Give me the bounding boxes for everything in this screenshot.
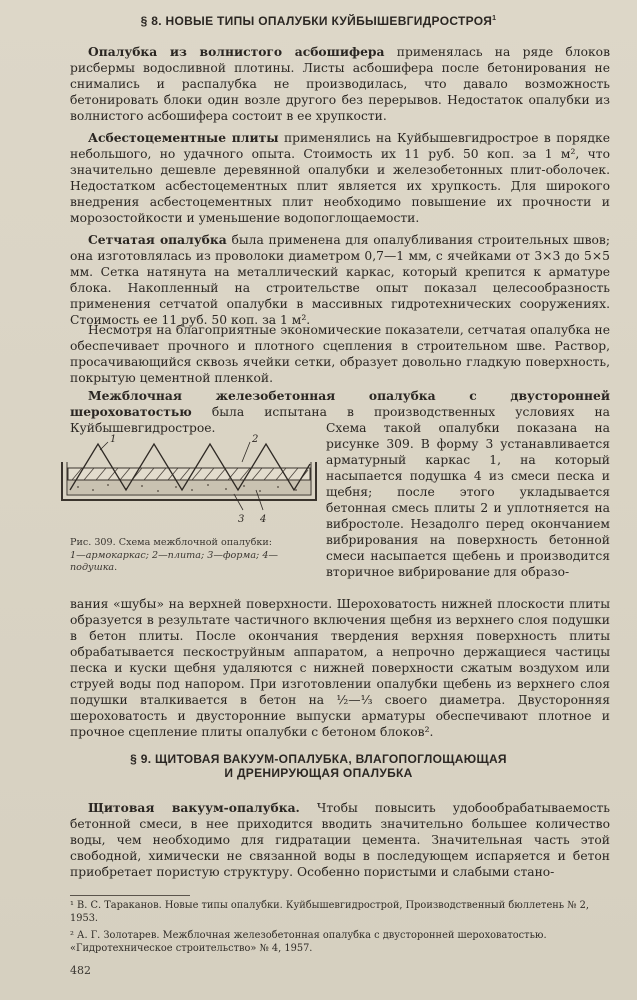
footnote-rule <box>70 895 190 896</box>
paragraph-mesh-formwork: Сетчатая опалубка была применена для опалубливания строительных швов; она изготовлялась из проволоки диаметром 0,7—1 мм, с ячейками от 3×3 до 5×5 мм. Сетка натянута на металлический каркас, который крепится к арматуре блока. Накопленный на строительстве опыт показал целесообразность применения сетчатой опалубки в массивных гидротехнических сооружениях. Стоимость ее 11 руб. 50 коп. за 1 м². <box>70 232 610 327</box>
paragraph-interblock-rest: вания «шубы» на верхней поверхности. Шероховатость нижней плоскости плиты образуется в результате частичного включения щебня из верхнего слоя подушки в бетон плиты. После окончания твердения верхняя поверхность плиты обрабатывается пескоструйным аппаратом, а непрочно держащиеся частицы песка и куски щебня удаляются с нижней поверхности сжатым воздухом или струей воды под напором. При изготовлении опалубки щебень из верхнего слоя подушки вталкивается в бетон на ½—⅓ своего диаметра. Двусторонняя шероховатость и двусторонние выпуски арматуры обеспечивают плотное и прочное сцепление плиты опалубки с бетоном блоков². <box>70 597 610 739</box>
paragraph-interblock-lead: Межблочная железобетонная опалубка с двусторонней шероховатостью была испытана в производственных условиях на Куйбышевгидрострое. <box>70 388 610 435</box>
sand-cushion <box>68 480 310 494</box>
figure-label-1: 1 <box>110 434 117 445</box>
footnote-2: ² А. Г. Золотарев. Межблочная железобетонная опалубка с двусторонней шероховатостью. «Гидротехническое строительство» № 4, 1957. <box>70 930 547 954</box>
paragraph-asbestos-cement: Асбестоцементные плиты применялись на Куйбышевгидрострое в порядке небольшого, но удачного опыта. Стоимость их 11 руб. 50 коп. за 1 м², что значительно дешевле деревянной опалубки и железобетонных плит-оболочек. Недостатком асбестоцементных плит является их хрупкость. Для широкого внедрения асбестоцементных плит необходимо повышение их прочности и морозостойкости и уменьшение водопоглощаемости. <box>70 130 611 225</box>
section-9-heading: § 9. ЩИТОВАЯ ВАКУУМ-ОПАЛУБКА, ВЛАГОПОГЛОЩАЮЩАЯ И ДРЕНИРУЮЩАЯ ОПАЛУБКА <box>130 752 507 780</box>
section-8-heading: § 8. НОВЫЕ ТИПЫ ОПАЛУБКИ КУЙБЫШЕВГИДРОСТРОЯ$^1$ <box>140 14 497 28</box>
paragraph-mesh-drawbacks: Несмотря на благоприятные экономические показатели, сетчатая опалубка не обеспечивает прочного и плотного сцепления в строительном шве. Раствор, просачивающийся сквозь ячейки сетки, образует довольно гладкую поверхность, покрытую цементной пленкой. <box>70 323 610 385</box>
paragraph-asbestos-slate: Опалубка из волнистого асбошифера применялась на ряде блоков рисбермы водосливной плотины. Листы асбошифера после бетонирования не снимались и распалубка не производилась, что давало возможность бетонировать блоки один возле другого без перерывов. Недостаток опалубки из волнистого асбошифера состоит в ее хрупкости. <box>70 44 611 123</box>
footnote-1: ¹ В. С. Тараканов. Новые типы опалубки. Куйбышевгидрострой, Производственный бюллетень № 2, 1953. <box>70 900 589 924</box>
figure-caption <box>70 537 318 575</box>
caption-legend: 1—армокаркас; 2—плита; 3—форма; 4—подушка. <box>70 549 279 573</box>
paragraph-interblock-right: Схема такой опалубки показана на рисунке 309. В форму 3 устанавливается арматурный каркас 1, на который насыпается подушка 4 из смеси песка и щебня; после этого укладывается бетонная смесь плиты 2 и уплотняется на вибростоле. Незадолго перед окончанием вибрирования на поверхность бетонной смеси насыпается щебень и производится вторичное вибрирование для образо- <box>326 421 610 579</box>
figure-label-2: 2 <box>252 434 259 445</box>
interblock-formwork-diagram <box>58 432 320 532</box>
caption-title: Рис. 309. Схема межблочной опалубки: <box>70 537 272 548</box>
figure-label-3: 3 <box>238 514 245 525</box>
page-number: 482 <box>70 964 91 977</box>
figure-label-4: 4 <box>260 514 267 525</box>
figure-309 <box>58 432 320 532</box>
paragraph-vacuum-formwork: Щитовая вакуум-опалубка. Чтобы повысить удобообрабатываемость бетонной смеси, в нее приходится вводить значительно большее количество воды, чем необходимо для гидратации цемента. Значительная часть этой свободной, химически не связанной воды в последующем испаряется и бетон приобретает пористую структуру. Особенно пористыми и слабыми стано- <box>70 800 610 879</box>
